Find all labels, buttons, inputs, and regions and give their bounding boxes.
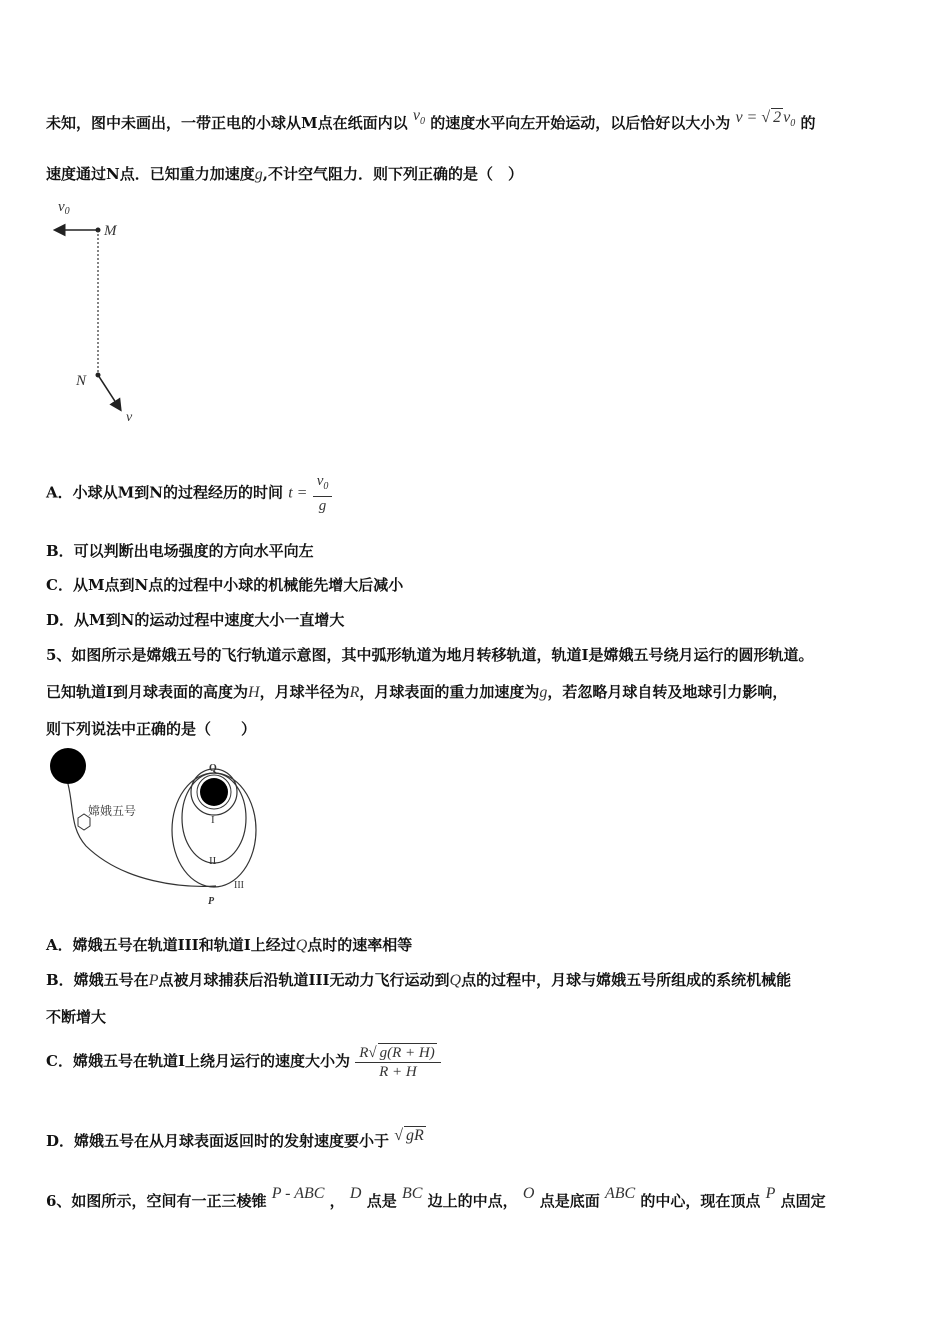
q4-option-b: B．可以判断出电场强度的方向水平向左 [46,542,314,560]
v0-label: $v_0$ [58,199,70,217]
g-symbol: g [254,166,263,183]
q4-line2: 速度通过N点．已知重力加速度g,不计空气阻力．则下列正确的是（ ） [46,165,523,183]
q5-line1: 5、如图所示是嫦娥五号的飞行轨道示意图，其中弧形轨道为地月转移轨道，轨道I是嫦娥五号绕月运行的圆形轨道。 [46,646,814,664]
orbit-ii-label: II [209,855,217,867]
sqrt-gr: √ gR [394,1127,424,1144]
q5-option-b-cont: 不断增大 [46,1008,107,1026]
q5-option-d: D．嫦娥五号在从月球表面返回时的发射速度要小于 √ gR [46,1127,424,1150]
p-label: P [208,896,215,907]
v-label: v [126,410,133,425]
q5-option-a: A．嫦娥五号在轨道III和轨道I上经过Q点时的速率相等 [46,936,413,954]
q5-orbit-figure [44,748,284,913]
q5-line3: 则下列说法中正确的是（ ） [46,720,257,738]
transfer-orbit [68,784,216,886]
earth [50,748,86,784]
q5-option-c: C．嫦娥五号在轨道I上绕月运行的速度大小为 $\frac{R√ g(R + H)}{R + H}$ [46,1043,441,1081]
m-label: M [104,223,117,239]
q6-line1: 6、如图所示，空间有一正三棱锥 P - ABC ， D 点是 BC 边上的中点， O 点是底面 ABC 的中心，现在顶点 P 点固定 [46,1185,826,1210]
v0-symbol: $v_0$ [412,107,425,128]
t-equation: t = [288,484,308,502]
q-label: Q [209,763,217,774]
orbit-iii-label: III [234,880,244,891]
orbit-i-label: I [211,814,215,826]
q4-option-a: A．小球从M到N的过程经历的时间 t = $\frac{v_0}{g}$ [46,472,332,515]
q4-option-c: C．从M点到N点的过程中小球的机械能先增大后减小 [46,576,404,594]
v-arrow [98,375,120,409]
q5-line2: 已知轨道I到月球表面的高度为H，月球半径为R，月球表面的重力加速度为g，若忽略月球自转及地球引力影响， [46,683,788,701]
q4-figure [46,195,156,435]
q5-option-b: B．嫦娥五号在P点被月球捕获后沿轨道III无动力飞行运动到Q点的过程中，月球与嫦娥五号所组成的系统机械能 [46,971,792,989]
q4-option-d: D．从M到N的运动过程中速度大小一直增大 [46,611,345,629]
velocity-fraction: $\frac{R√ g(R + H)}{R + H}$ [355,1043,441,1081]
probe-label: 嫦娥五号 [88,804,137,818]
n-label: N [76,373,87,389]
moon [200,778,228,806]
fraction-v0-over-g: $\frac{v_0}{g}$ [313,472,333,515]
q4-line1: 未知，图中未画出，一带正电的小球从M点在纸面内以 $v_0$ 的速度水平向左开始运动，以后恰好以大小为 v = √ 2 $v_0$ 的 [46,107,816,132]
v-equation: v = √ 2 $v_0$ [735,109,796,130]
